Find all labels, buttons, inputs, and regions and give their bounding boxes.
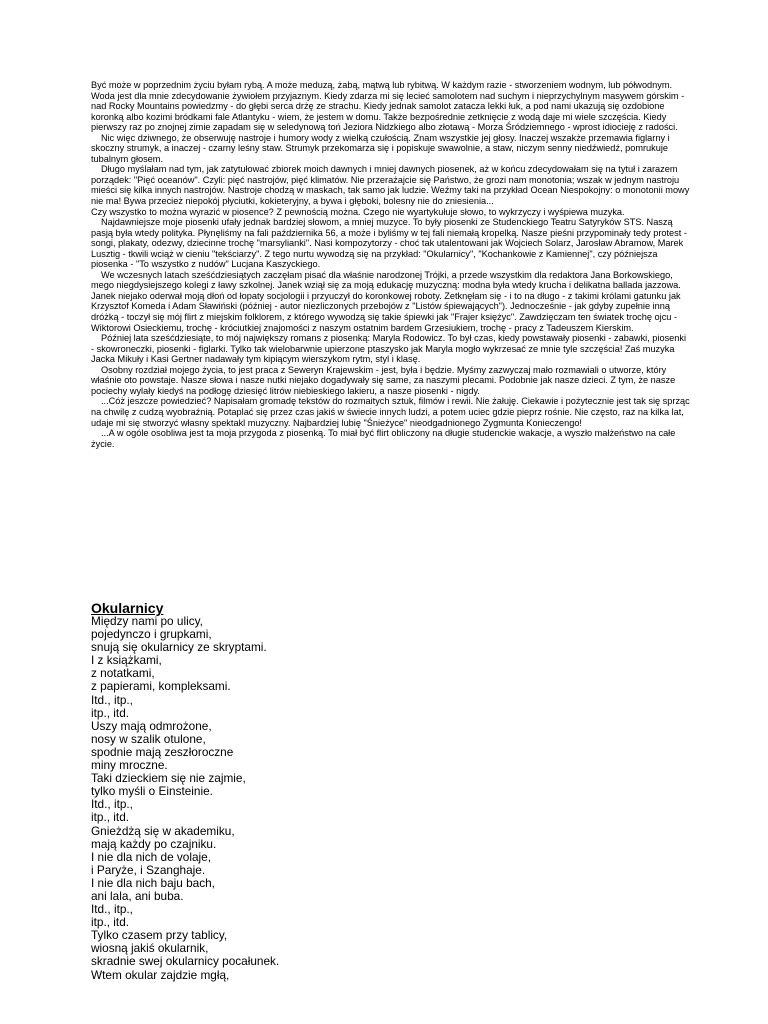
poem-line: itp., itd. — [91, 915, 130, 930]
poem-line: spodnie mają zeszłoroczne — [91, 744, 234, 759]
poem-line: I z książkami, — [91, 653, 162, 668]
poem-line: ani lala, ani buba. — [91, 888, 184, 903]
paragraph: Później lata sześćdziesiąte, to mój największy romans z piosenką: Maryla Rodowicz. To był czas, kiedy powstawały piosenki - zabawki, piosenki - skowroneczki, piosenki - figlarki. Tylko tak wielobarwnie upierzone ptaszysko jak Maryla mogło wykrzesać ze mnie tyle szczęścia! Zaś muzyka Jacka Mikuły i Kasi Gertner nadawały tym kipiącym wierszykom rytm, styl i klasę. — [91, 333, 687, 365]
poem-line: Itd., itp., — [91, 797, 133, 812]
poem-line: I nie dla nich baju bach, — [91, 875, 215, 890]
poem-line: tylko myśli o Einsteinie. — [91, 784, 213, 799]
poem-line: Taki dzieckiem się nie zajmie, — [91, 771, 246, 786]
paragraph: Najdawniejsze moje piosenki ufały jednak bardziej słowom, a mniej muzyce. To były piosenki ze Studenckiego Teatru Satyryków STS. Naszą pasją była wtedy polityka. Płynęliśmy na fali października 56, a może i byliśmy w tej fali niemałą kropelką. Nasze pieśni przypominały tedy protest - songi, plakaty, odezwy, dziecinne trochę "marsylianki". Nasi kompozytorzy - choć tak utalentowani jak Wojciech Solarz, Jarosław Abramow, Marek Lusztig - tkwili wciąż w cieniu "tekściarzy". Z tego nurtu wywodzą się na przykład: "Okularnicy", "Kochankowie z Kamiennej", czy późniejsza piosenka - "To wszystko z nudów" Lucjana Kaszyckiego. — [91, 217, 687, 270]
poem-line: itp., itd. — [91, 705, 130, 720]
prose-text — [91, 80, 691, 449]
poem-line: Między nami po ulicy, — [91, 614, 203, 628]
paragraph: Być może w poprzednim życiu byłam rybą. A może meduzą, żabą, mątwą lub rybitwą. W każdym razie - stworzeniem wodnym, lub półwodnym. Woda jest dla mnie zdecydowanie żywiołem przyjaznym. Kiedy zdarza mi się lecieć samolotem nad suchym i nieprzychylnym masywem górskim - nad Rocky Mountains powiedzmy - do głębi serca drżę ze strachu. Kiedy jednak samolot zatacza lekki łuk, a pod nami ukazują się ozdobione koronką albo kozimi bródkami fale Atlantyku - wiem, że jestem w domu. Także bezpośrednie zetknięcie z wodą daje mi wiele szczęścia. Kiedy pierwszy raz po znojnej zimie zapadam się w seledynową toń Jeziora Nidzkiego albo złotawą - Morza Śródziemnego - wprost idiocieję z radości. — [91, 80, 685, 133]
paragraph: ...A w ogóle osobliwa jest ta moja przygoda z piosenką. To miał być flirt obliczony na długie studenckie wakacje, a wyszło małżeństwo na całe życie. — [91, 428, 676, 449]
poem-line: Uszy mają odmrożone, — [91, 718, 212, 733]
paragraph: Czy wszystko to można wyrazić w piosence? Z pewnością można. Czego nie wyartykułuje słowo, to wykrzyczy i wyśpiewa muzyka. — [91, 206, 625, 217]
poem-line: mają każdy po czajniku. — [91, 836, 217, 851]
paragraph: Osobny rozdział mojego życia, to jest praca z Seweryn Krajewskim - jest, była i będzie. Myśmy zazwyczaj mało rozmawiali o utworze, który właśnie oto powstaje. Nasze słowa i nasze nutki niejako dogadywały się same, za naszymi plecami. Podobnie jak nasze dzieci. Z tym, że nasze pociechy wylały kiedyś na podłogę dziesięć litrów niebieskiego lakieru, a nasze piosenki - nigdy. — [91, 364, 676, 396]
poem-line: nosy w szalik otulone, — [91, 731, 206, 746]
poem-line: z papierami, kompleksami. — [91, 679, 231, 694]
poem-line: pojedynczo i grupkami, — [91, 627, 212, 642]
poem-line: Gnieżdżą się w akademiku, — [91, 823, 235, 838]
poem-line: Itd., itp., — [91, 902, 133, 917]
poem-line: Itd., itp., — [91, 692, 133, 707]
poem-line: Wtem okular zajdzie mgłą, — [91, 967, 230, 982]
poem-line: I nie dla nich de volaje, — [91, 849, 212, 864]
poem-line: snują się okularnicy ze skryptami. — [91, 640, 267, 655]
poem-line: skradnie swej okularnicy pocałunek. — [91, 954, 280, 969]
poem-line: z notatkami, — [91, 666, 155, 681]
poem-body — [91, 615, 491, 982]
paragraph: ...Cóż jeszcze powiedzieć? Napisałam gromadę tekstów do rozmaitych sztuk, filmów i rewii. Nie żałuję. Ciekawie i pożytecznie jest tak się sprząc na chwilę z cudzą wyobraźnią. Potaplać się przez czas jakiś w świecie innych ludzi, a potem uciec gdzie pieprz rośnie. Nie często, raz na kilka lat, udaje mi się stworzyć własny spektakl muzyczny. Najbardziej lubię "Śnieżyce" nieodgadnionego Zygmunta Konieczengo! — [91, 396, 690, 428]
poem-line: miny mroczne. — [91, 758, 168, 773]
paragraph: Długo myślałam nad tym, jak zatytułować zbiorek moich dawnych i mniej dawnych piosenek, aż w końcu zdecydowałam się na tytuł i zarazem porządek: "Pięć oceanów". Czyli: pięć nastrojów, pięć klimatów. Nie przerażajcie się Państwo, że grozi nam monotonia; wszak w jednym nastroju mieści się kilka innych nastrojów. Nastroje chodzą w maskach, tak samo jak ludzie. Weźmy taki na przykład Ocean Niespokojny: o monotonii mowy nie ma! Bywa przecież niepokój płyciutki, kokieteryjny, a bywa i głęboki, bolesny nie do zniesienia... — [91, 164, 690, 207]
poem-line: itp., itd. — [91, 810, 130, 825]
poem-line: i Paryże, i Szanghaje. — [91, 862, 206, 877]
paragraph: We wczesnych latach sześćdziesiątych zaczęłam pisać dla właśnie narodzonej Trójki, a przede wszystkim dla redaktora Jana Borkowskiego, mego niegdysiejszego kolegi z ławy szkolnej. Janek wziął się za moją edukację muzyczną: modna była wtedy krucha i delikatna ballada jazzowa. Janek niejako oderwał moją dłoń od łopaty socjologii i przyuczył do koronkowej roboty. Zetknęłam się - i to na długo - z takimi królami gatunku jak Krzysztof Komeda i Adam Sławiński (później - autor niezliczonych przebojów z "Listów śpiewających"). Jednocześnie - jak gdyby zupełnie inną dróżką - toczył się mój flirt z miejskim folklorem, z którego wywodzą się takie śpiewki jak "Frajer księżyc". Zawdzięczam ten światek trochę ojcu - Wiktorowi Osieckiemu, trochę - króciutkiej znajomości z naszym ostatnim bardem Grzesiukiem, trochę - pracy z Tadeuszem Kierskim. — [91, 269, 681, 333]
poem-line: wiosną jakiś okularnik, — [91, 941, 209, 956]
paragraph: Nic więc dziwnego, że obserwuję nastroje i humory wody z wielką czułością. Znam wszystkie jej głosy. Inaczej wszakże przemawia figlarny i skoczny strumyk, a inaczej - czarny leśny staw. Strumyk przekomarza się i popiskuje swawolnie, a staw, niczym senny niedźwiedź, pomrukuje tubalnym głosem. — [91, 132, 670, 164]
poem-title: Okularnicy — [91, 600, 164, 616]
poem-line: Tylko czasem przy tablicy, — [91, 928, 228, 943]
